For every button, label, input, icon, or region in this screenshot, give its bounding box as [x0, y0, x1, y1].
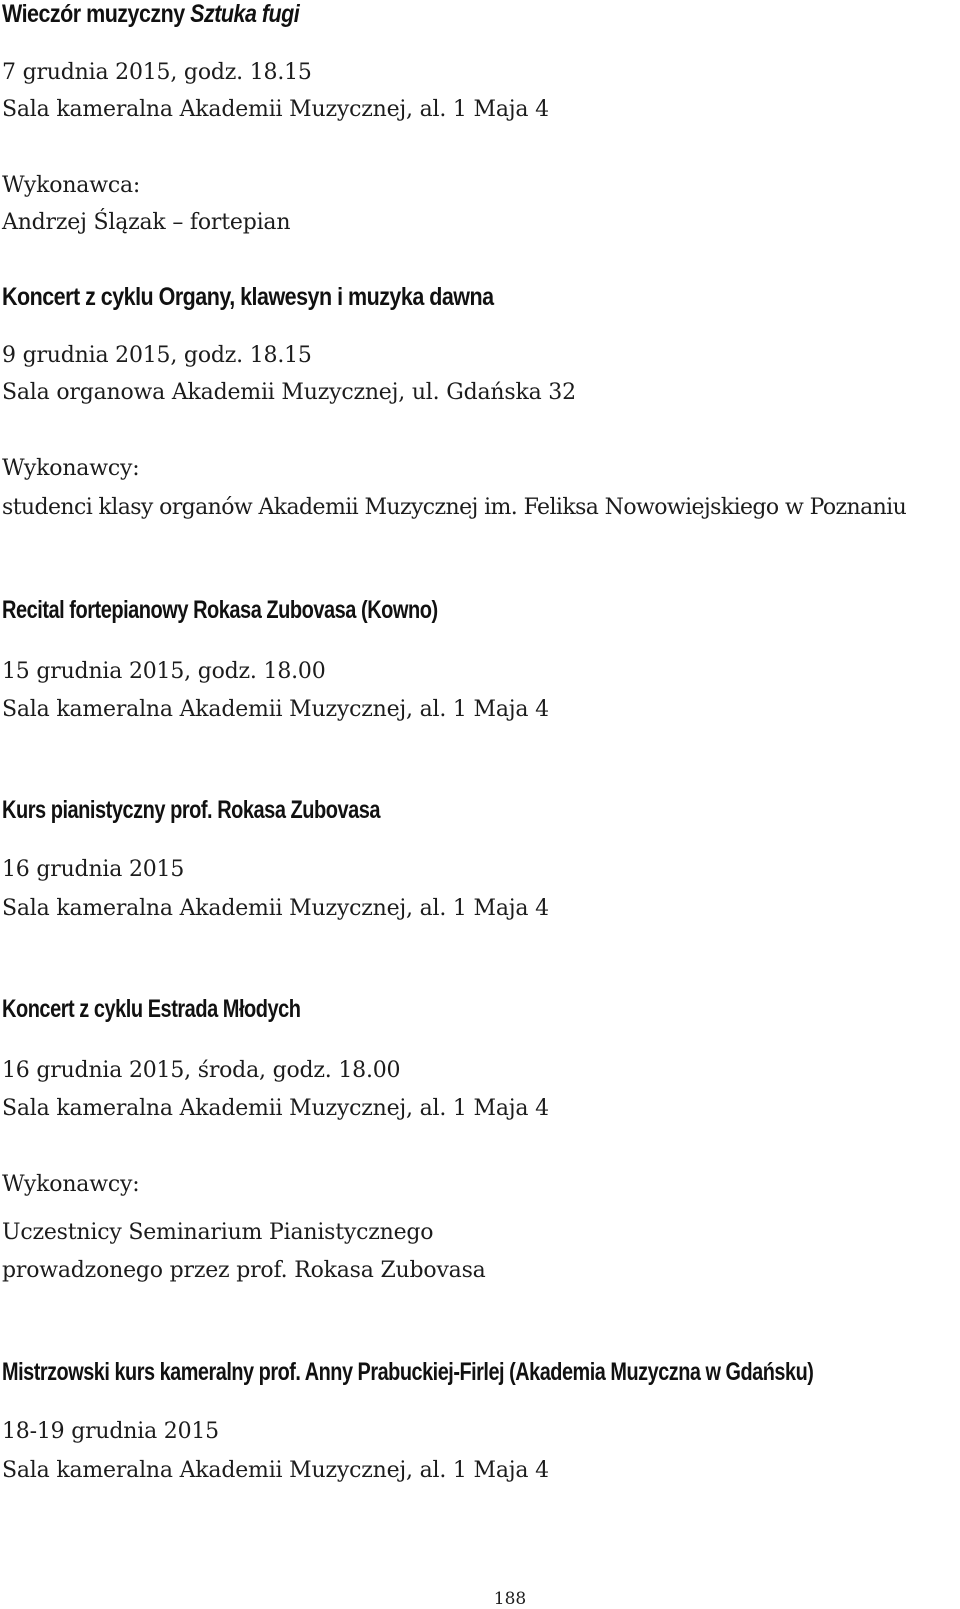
- event-4-date: 16 grudnia 2015: [2, 857, 185, 882]
- event-5-title: Koncert z cyklu Estrada Młodych: [2, 995, 301, 1023]
- event-1-title-prefix: Wieczór muzyczny: [2, 0, 191, 28]
- event-1-title: [2, 0, 299, 29]
- event-5-performer-line-2: prowadzonego przez prof. Rokasa Zubovasa: [2, 1258, 486, 1283]
- event-3-date: 15 grudnia 2015, godz. 18.00: [2, 659, 326, 684]
- event-5-performer-line-1: Uczestnicy Seminarium Pianistycznego: [2, 1220, 434, 1245]
- event-2-performers-label: Wykonawcy:: [2, 456, 140, 481]
- event-1-performer: Andrzej Ślązak – fortepian: [2, 210, 291, 235]
- event-1-venue: Sala kameralna Akademii Muzycznej, al. 1 Maja 4: [2, 97, 549, 122]
- event-4-title: Kurs pianistyczny prof. Rokasa Zubovasa: [2, 796, 381, 824]
- event-1-date: 7 grudnia 2015, godz. 18.15: [2, 60, 312, 85]
- page-number: 188: [493, 1589, 527, 1609]
- event-1-title-italic: Sztuka fugi: [190, 0, 300, 28]
- event-5-performers-label: Wykonawcy:: [2, 1172, 140, 1197]
- event-5-date: 16 grudnia 2015, środa, godz. 18.00: [2, 1058, 401, 1083]
- event-5-venue: Sala kameralna Akademii Muzycznej, al. 1 Maja 4: [2, 1096, 549, 1121]
- event-2-title: Koncert z cyklu Organy, klawesyn i muzyka dawna: [2, 283, 494, 311]
- event-6-title: Mistrzowski kurs kameralny prof. Anny Prabuckiej-Firlej (Akademia Muzyczna w Gdańsku): [2, 1358, 814, 1386]
- event-2-venue: Sala organowa Akademii Muzycznej, ul. Gdańska 32: [2, 380, 576, 405]
- event-2-performer: studenci klasy organów Akademii Muzycznej im. Feliksa Nowowiejskiego w Poznaniu: [2, 495, 907, 520]
- event-6-venue: Sala kameralna Akademii Muzycznej, al. 1 Maja 4: [2, 1458, 549, 1483]
- event-1-performers-label: Wykonawca:: [2, 173, 141, 198]
- event-3-venue: Sala kameralna Akademii Muzycznej, al. 1 Maja 4: [2, 697, 549, 722]
- event-6-date: 18-19 grudnia 2015: [2, 1419, 219, 1444]
- event-2-date: 9 grudnia 2015, godz. 18.15: [2, 343, 312, 368]
- event-4-venue: Sala kameralna Akademii Muzycznej, al. 1 Maja 4: [2, 896, 549, 921]
- event-3-title: Recital fortepianowy Rokasa Zubovasa (Kowno): [2, 596, 438, 624]
